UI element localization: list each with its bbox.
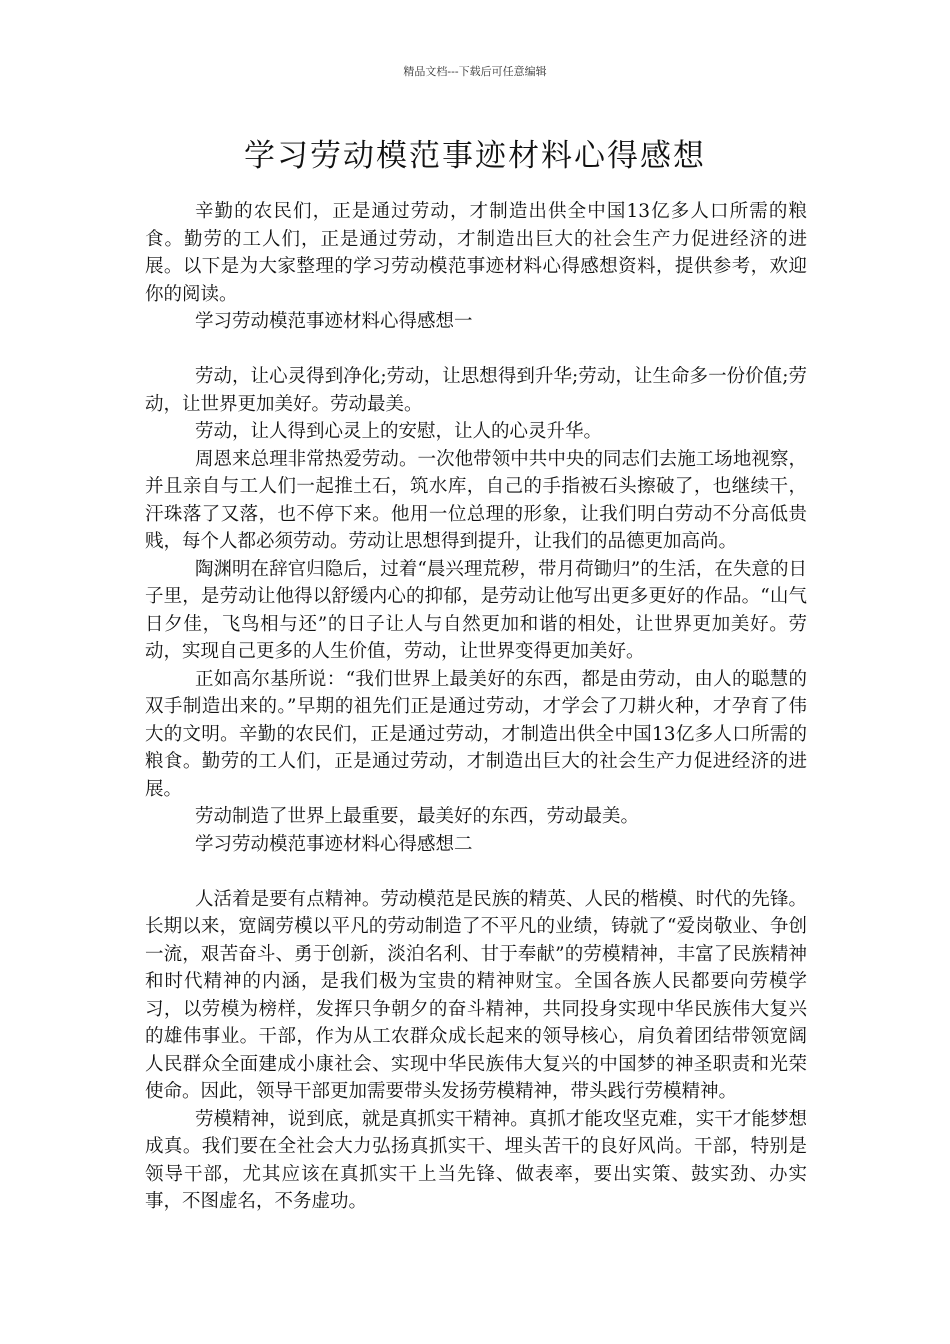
page-header: 精品文档---下载后可任意编辑 [403, 65, 547, 78]
document-title: 学习劳动模范事迹材料心得感想 [244, 138, 706, 174]
intro-paragraph: 辛勤的农民们，正是通过劳动，才制造出供全中国13亿多人口所需的粮食。勤劳的工人们，正是通过劳动，才制造出巨大的社会生产力促进经济的进展。以下是为大家整理的学习劳动模范事迹材料心得感想资料，提供参考，欢迎你的阅读。 [145, 201, 807, 305]
paragraph: 劳动，让心灵得到净化;劳动，让思想得到升华;劳动，让生命多一份价值;劳动，让世界更加美好。劳动最美。 [145, 366, 807, 415]
paragraph: 劳动，让人得到心灵上的安慰，让人的心灵升华。 [194, 421, 602, 442]
paragraph: 劳模精神，说到底，就是真抓实干精神。真抓才能攻坚克难，实干才能梦想成真。我们要在全社会大力弘扬真抓实干、埋头苦干的良好风尚。干部，特别是领导干部，尤其应该在真抓实干上当先锋、做表率，要出实策、鼓实劲、办实事，不图虚名，不务虚功。 [145, 1108, 807, 1212]
paragraph: 周恩来总理非常热爱劳动。一次他带领中共中央的同志们去施工场地视察，并且亲自与工人们一起推土石，筑水库，自己的手指被石头擦破了，也继续干，汗珠落了又落，也不停下来。他用一位总理的形象，让我们明白劳动不分高低贵贱，每个人都必须劳动。劳动让思想得到提升，让我们的品德更加高尚。 [145, 448, 807, 552]
section-heading-2: 学习劳动模范事迹材料心得感想二 [194, 833, 473, 855]
blank-line [145, 336, 807, 364]
paragraph: 正如高尔基所说：“我们世界上最美好的东西，都是由劳动，由人的聪慧的双手制造出来的。”早期的祖先们正是通过劳动，才学会了刀耕火种，才孕育了伟大的文明。辛勤的农民们，正是通过劳动，才制造出供全中国13亿多人口所需的粮食。勤劳的工人们，正是通过劳动，才制造出巨大的社会生产力促进经济的进展。 [145, 668, 807, 800]
paragraph: 人活着是要有点精神。劳动模范是民族的精英、人民的楷模、时代的先锋。长期以来，宽阔劳模以平凡的劳动制造了不平凡的业绩，铸就了“爱岗敬业、争创一流，艰苦奋斗、勇于创新，淡泊名利、甘于奉献”的劳模精神，丰富了民族精神和时代精神的内涵，是我们极为宝贵的精神财宝。全国各族人民都要向劳模学习，以劳模为榜样，发挥只争朝夕的奋斗精神，共同投身实现中华民族伟大复兴的雄伟事业。干部，作为从工农群众成长起来的领导核心，肩负着团结带领宽阔人民群众全面建成小康社会、实现中华民族伟大复兴的中国梦的神圣职责和光荣使命。因此，领导干部更加需要带头发扬劳模精神，带头践行劳模精神。 [145, 888, 807, 1102]
paragraph: 陶渊明在辞官归隐后，过着“晨兴理荒秽，带月荷锄归”的生活，在失意的日子里，是劳动让他得以舒缓内心的抑郁，是劳动让他写出更多更好的作品。“山气日夕佳，飞鸟相与还”的日子让人与自然更加和谐的相处，让世界更加美好。劳动，实现自己更多的人生价值，劳动，让世界变得更加美好。 [145, 558, 807, 662]
document-body [145, 198, 807, 1216]
section-heading-1: 学习劳动模范事迹材料心得感想一 [194, 311, 473, 332]
blank-line [145, 858, 807, 886]
paragraph: 劳动制造了世界上最重要，最美好的东西，劳动最美。 [194, 806, 639, 827]
